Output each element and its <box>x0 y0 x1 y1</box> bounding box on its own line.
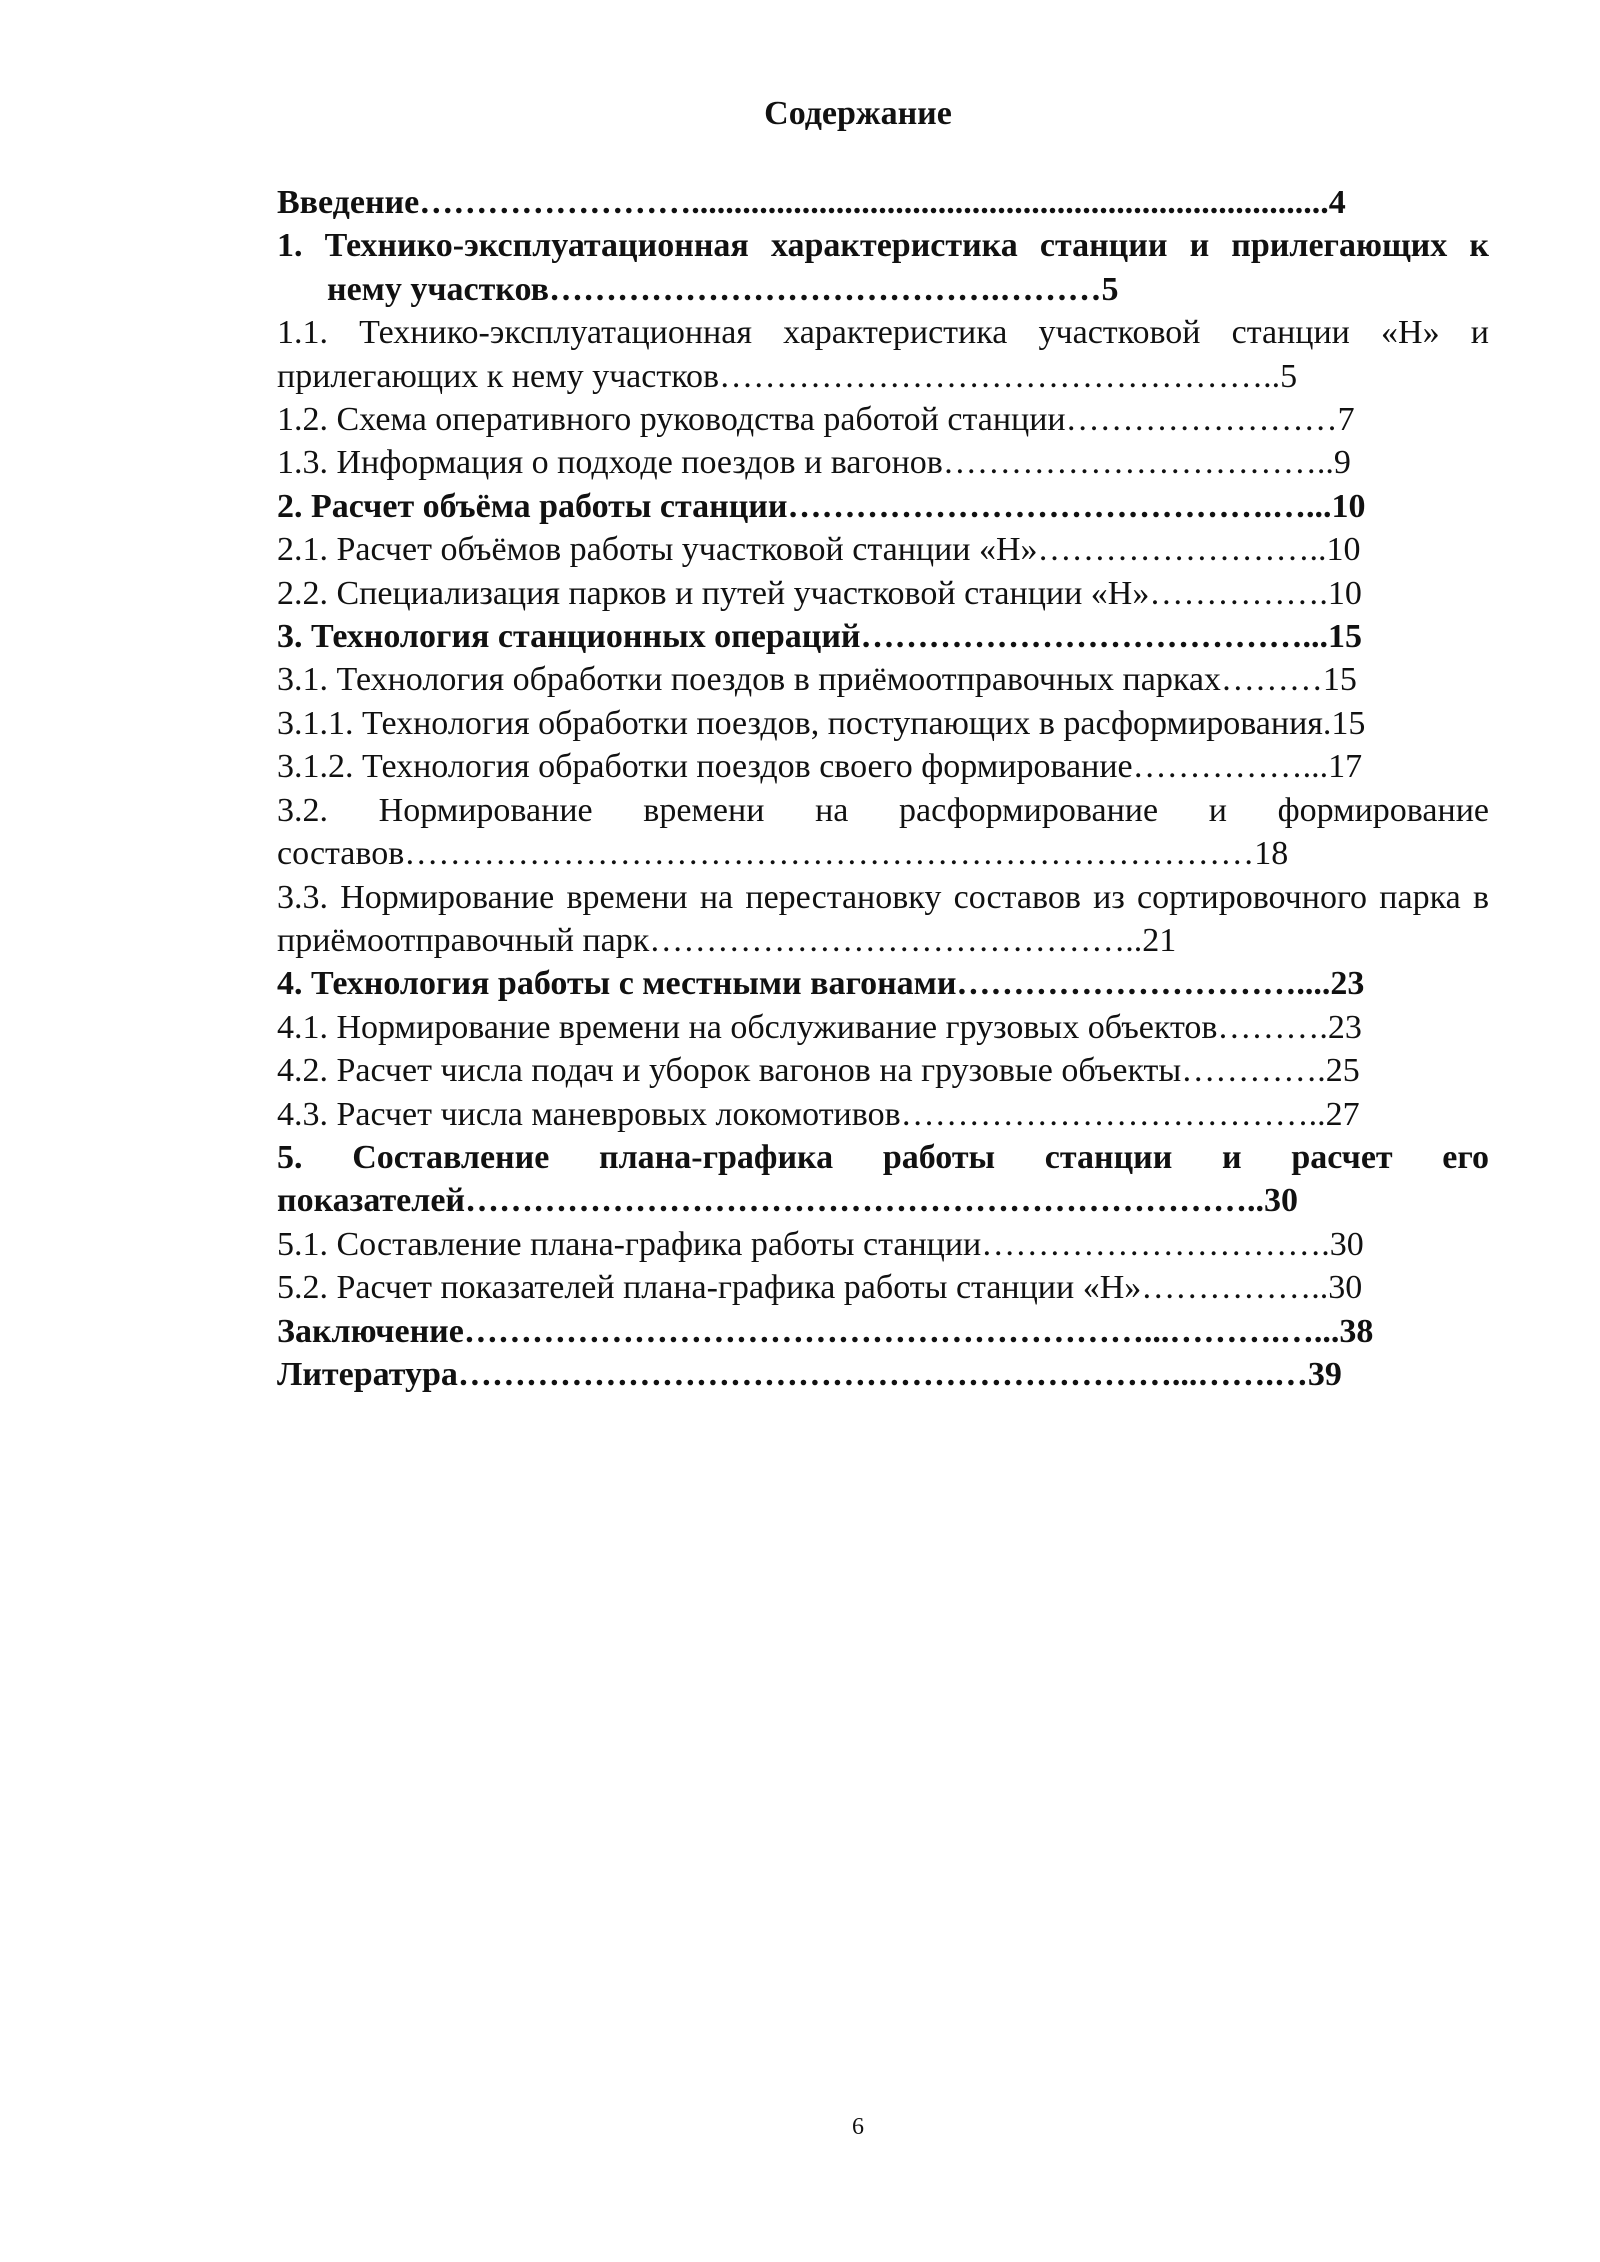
toc-entry[interactable]: 3.2. Нормирование времени на расформирование и формирование составов…………………………………………………………………18 <box>277 791 1489 873</box>
toc-entry[interactable]: 2.1. Расчет объёмов работы участковой станции «Н»……………………..10 <box>277 531 1361 569</box>
toc-entry[interactable]: 3.1.2. Технология обработки поездов своего формирование……………...17 <box>277 748 1363 786</box>
toc-entry[interactable]: 1.2. Схема оперативного руководства работой станции……………………7 <box>277 401 1355 439</box>
toc-entry[interactable]: 1.3. Информация о подходе поездов и вагонов……………………………..9 <box>277 444 1351 482</box>
toc-entry[interactable]: 3.1.1. Технология обработки поездов, поступающих в расформирования.15 <box>277 704 1366 742</box>
table-of-contents <box>277 181 1489 1396</box>
page-number: 6 <box>852 2114 864 2140</box>
page-title: Содержание <box>764 95 952 132</box>
toc-entry[interactable]: 4.1. Нормирование времени на обслуживание грузовых объектов……….23 <box>277 1008 1362 1046</box>
toc-entry[interactable]: 3.1. Технология обработки поездов в приёмоотправочных парках………15 <box>277 661 1357 699</box>
toc-entry[interactable]: 1. Технико-эксплуатационная характеристика станции и прилегающих к нему участков………………………………….………5 <box>277 227 1489 308</box>
toc-entry[interactable]: 5.2. Расчет показателей плана-графика работы станции «Н»……………..30 <box>277 1269 1363 1307</box>
toc-entry[interactable]: 2. Расчет объёма работы станции…………………………………….…...10 <box>277 487 1366 525</box>
toc-entry[interactable]: 3.3. Нормирование времени на перестановку составов из сортировочного парка в приёмоотправочный парк……………………………………..21 <box>277 878 1489 959</box>
toc-entry[interactable]: Введение……………………...........................................................................4 <box>277 184 1346 221</box>
toc-entry[interactable]: 4.2. Расчет числа подач и уборок вагонов на грузовые объекты………….25 <box>277 1052 1360 1090</box>
toc-entry[interactable]: 5. Составление плана-графика работы станции и расчет его показателей……………………………………………………………..30 <box>277 1138 1489 1220</box>
toc-entry[interactable]: 5.1. Составление плана-графика работы станции………………………….30 <box>277 1225 1364 1263</box>
toc-entry[interactable]: 1.1. Технико-эксплуатационная характеристика участковой станции «Н» и прилегающих к нему участков…………………………………………..5 <box>277 314 1489 395</box>
toc-entry[interactable]: 4.3. Расчет числа маневровых локомотивов………………………………..27 <box>277 1095 1360 1133</box>
toc-entry[interactable]: Заключение……………………………………………………...……….…...38 <box>277 1312 1374 1350</box>
toc-entry[interactable]: Литература………………………………………………………...…….…39 <box>277 1355 1342 1393</box>
toc-entry[interactable]: 4. Технология работы с местными вагонами…………………………....23 <box>277 965 1365 1003</box>
toc-entry[interactable]: 3. Технология станционных операций…………………………………...15 <box>277 618 1362 656</box>
toc-entry[interactable]: 2.2. Специализация парков и путей участковой станции «Н»…………….10 <box>277 574 1362 612</box>
